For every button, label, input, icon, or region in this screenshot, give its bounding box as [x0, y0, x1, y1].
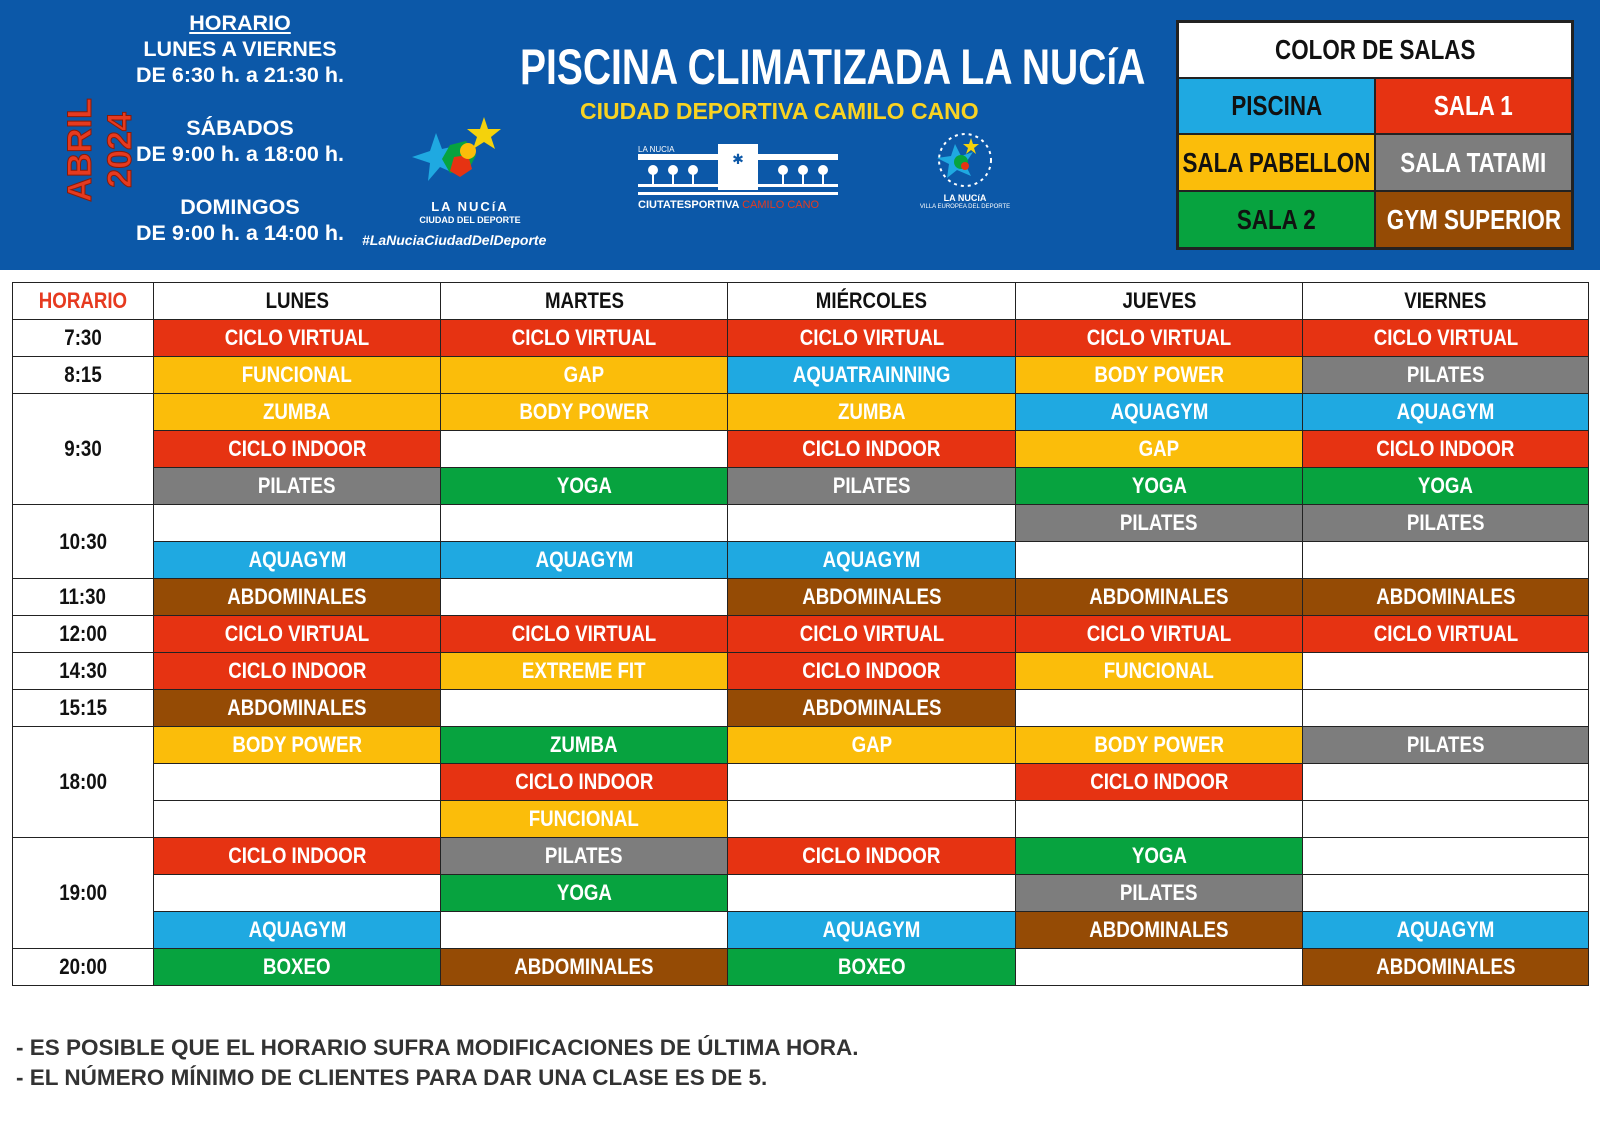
- class-cell: ABDOMINALES: [1016, 912, 1303, 949]
- note-line: - EL NÚMERO MÍNIMO DE CLIENTES PARA DAR UNA CLASE ES DE 5.: [16, 1065, 768, 1090]
- class-cell: CICLO INDOOR: [1303, 431, 1589, 468]
- class-cell: BODY POWER: [1016, 727, 1303, 764]
- class-cell: PILATES: [1303, 357, 1589, 394]
- class-cell: CICLO INDOOR: [154, 838, 441, 875]
- class-cell: EXTREME FIT: [441, 653, 728, 690]
- saturday-hours: DE 9:00 h. a 18:00 h.: [136, 142, 344, 166]
- class-cell: CICLO VIRTUAL: [728, 320, 1016, 357]
- hashtag: #LaNuciaCiudadDelDeporte: [362, 232, 547, 248]
- time-slot: 12:00: [13, 616, 154, 653]
- class-cell: [1016, 801, 1303, 838]
- class-cell: CICLO INDOOR: [728, 431, 1016, 468]
- class-cell: [1303, 690, 1589, 727]
- class-cell: AQUAGYM: [154, 542, 441, 579]
- legend-sala-pabellon: SALA PABELLON: [1178, 134, 1375, 191]
- schedule-row: [13, 912, 1589, 949]
- la-nucia-logo-text: LA NUCíA: [431, 199, 509, 214]
- class-cell: [1016, 690, 1303, 727]
- weekdays-label: LUNES A VIERNES: [143, 37, 337, 61]
- class-cell: [154, 801, 441, 838]
- page-subtitle: CIUDAD DEPORTIVA CAMILO CANO: [580, 98, 979, 124]
- header-horario: HORARIO: [13, 283, 154, 320]
- class-cell: ABDOMINALES: [441, 949, 728, 986]
- class-cell: CICLO INDOOR: [728, 653, 1016, 690]
- schedule-row: [13, 690, 1589, 727]
- class-cell: PILATES: [728, 468, 1016, 505]
- schedule-row: [13, 727, 1589, 764]
- class-cell: [154, 875, 441, 912]
- room-color-legend: [1176, 20, 1574, 250]
- class-cell: [1016, 542, 1303, 579]
- class-cell: ZUMBA: [728, 394, 1016, 431]
- class-cell: PILATES: [1303, 727, 1589, 764]
- villa-europea-logo-icon: [915, 130, 1015, 192]
- class-cell: ABDOMINALES: [1016, 579, 1303, 616]
- class-cell: ABDOMINALES: [1303, 949, 1589, 986]
- class-cell: PILATES: [1016, 875, 1303, 912]
- class-cell: CICLO INDOOR: [154, 431, 441, 468]
- schedule-row: [13, 431, 1589, 468]
- class-cell: PILATES: [154, 468, 441, 505]
- class-cell: ABDOMINALES: [154, 690, 441, 727]
- class-cell: PILATES: [1016, 505, 1303, 542]
- schedule-row: [13, 764, 1589, 801]
- class-cell: FUNCIONAL: [1016, 653, 1303, 690]
- legend-title: COLOR DE SALAS: [1178, 22, 1572, 78]
- class-cell: [441, 912, 728, 949]
- class-cell: [728, 875, 1016, 912]
- schedule-row: [13, 616, 1589, 653]
- time-slot: 15:15: [13, 690, 154, 727]
- class-cell: PILATES: [441, 838, 728, 875]
- class-cell: AQUAGYM: [441, 542, 728, 579]
- legend-gym-superior: GYM SUPERIOR: [1375, 191, 1572, 248]
- class-cell: CICLO INDOOR: [728, 838, 1016, 875]
- schedule-row: [13, 357, 1589, 394]
- header-viernes: VIERNES: [1303, 283, 1589, 320]
- schedule-row: [13, 801, 1589, 838]
- schedule-row: [13, 875, 1589, 912]
- schedule-row: [13, 505, 1589, 542]
- class-cell: [154, 505, 441, 542]
- schedule-row: [13, 579, 1589, 616]
- schedule-row: [13, 542, 1589, 579]
- class-cell: BOXEO: [154, 949, 441, 986]
- class-cell: GAP: [728, 727, 1016, 764]
- class-cell: CICLO VIRTUAL: [154, 320, 441, 357]
- svg-text:✱: ✱: [732, 151, 744, 167]
- class-cell: ABDOMINALES: [154, 579, 441, 616]
- class-cell: YOGA: [1303, 468, 1589, 505]
- month-label: ABRIL 2024: [61, 98, 139, 202]
- class-cell: [1016, 949, 1303, 986]
- villa-logo-subtext: VILLA EUROPEA DEL DEPORTE: [919, 204, 1011, 210]
- legend-sala-tatami: SALA TATAMI: [1375, 134, 1572, 191]
- class-cell: CICLO INDOOR: [441, 764, 728, 801]
- class-cell: ABDOMINALES: [728, 690, 1016, 727]
- note-line: - ES POSIBLE QUE EL HORARIO SUFRA MODIFICACIONES DE ÚLTIMA HORA.: [16, 1035, 859, 1060]
- class-cell: [1303, 838, 1589, 875]
- time-slot: 10:30: [13, 505, 154, 579]
- class-cell: BODY POWER: [1016, 357, 1303, 394]
- time-slot: 18:00: [13, 727, 154, 838]
- class-cell: YOGA: [1016, 468, 1303, 505]
- class-cell: CICLO VIRTUAL: [1303, 320, 1589, 357]
- class-cell: CICLO VIRTUAL: [441, 616, 728, 653]
- class-cell: CICLO VIRTUAL: [154, 616, 441, 653]
- class-cell: [1303, 875, 1589, 912]
- class-cell: [728, 764, 1016, 801]
- class-cell: CICLO VIRTUAL: [1016, 320, 1303, 357]
- sunday-hours: DE 9:00 h. a 14:00 h.: [136, 221, 344, 245]
- class-cell: ABDOMINALES: [1303, 579, 1589, 616]
- sunday-label: DOMINGOS: [180, 195, 300, 219]
- villa-logo-text: LA NUCíA: [943, 193, 987, 203]
- class-cell: PILATES: [1303, 505, 1589, 542]
- class-cell: [728, 801, 1016, 838]
- ciutat-logo-caption: [638, 199, 838, 211]
- class-cell: AQUATRAINNING: [728, 357, 1016, 394]
- class-cell: YOGA: [441, 468, 728, 505]
- class-cell: [441, 505, 728, 542]
- class-cell: ZUMBA: [441, 727, 728, 764]
- time-slot: 11:30: [13, 579, 154, 616]
- ciutat-logo-top: LA NUCIA: [638, 145, 675, 154]
- ciutat-logo-caption-a: CIUTATESPORTIVA: [638, 199, 743, 211]
- class-cell: AQUAGYM: [728, 542, 1016, 579]
- opening-hours: [115, 10, 365, 246]
- schedule-row: [13, 653, 1589, 690]
- star-logo-icon: [410, 115, 510, 199]
- time-slot: 7:30: [13, 320, 154, 357]
- header-martes: MARTES: [441, 283, 728, 320]
- time-slot: 8:15: [13, 357, 154, 394]
- header-lunes: LUNES: [154, 283, 441, 320]
- class-cell: CICLO VIRTUAL: [728, 616, 1016, 653]
- class-cell: AQUAGYM: [728, 912, 1016, 949]
- class-cell: FUNCIONAL: [441, 801, 728, 838]
- schedule-row: [13, 838, 1589, 875]
- class-cell: [1303, 764, 1589, 801]
- legend-sala-1: SALA 1: [1375, 78, 1572, 134]
- class-cell: YOGA: [441, 875, 728, 912]
- class-cell: [728, 505, 1016, 542]
- time-slot: 20:00: [13, 949, 154, 986]
- saturday-label: SÁBADOS: [186, 116, 294, 140]
- class-cell: CICLO INDOOR: [154, 653, 441, 690]
- class-cell: AQUAGYM: [1016, 394, 1303, 431]
- class-cell: BODY POWER: [154, 727, 441, 764]
- class-cell: CICLO VIRTUAL: [1016, 616, 1303, 653]
- legend-piscina: PISCINA: [1178, 78, 1375, 134]
- ciutat-logo-caption-b: CAMILO CANO: [742, 199, 820, 211]
- notes: [16, 1033, 859, 1093]
- schedule-row: [13, 320, 1589, 357]
- class-cell: ABDOMINALES: [728, 579, 1016, 616]
- class-cell: GAP: [1016, 431, 1303, 468]
- class-cell: AQUAGYM: [1303, 912, 1589, 949]
- class-cell: ZUMBA: [154, 394, 441, 431]
- class-cell: GAP: [441, 357, 728, 394]
- header-jueves: JUEVES: [1016, 283, 1303, 320]
- time-slot: 9:30: [13, 394, 154, 505]
- time-slot: 14:30: [13, 653, 154, 690]
- class-cell: BODY POWER: [441, 394, 728, 431]
- schedule-table: [12, 282, 1589, 986]
- page-title: PISCINA CLIMATIZADA LA NUCíA: [520, 39, 1146, 95]
- class-cell: CICLO VIRTUAL: [441, 320, 728, 357]
- villa-europea-logo: [915, 130, 1025, 210]
- class-cell: YOGA: [1016, 838, 1303, 875]
- time-slot: 19:00: [13, 838, 154, 949]
- class-cell: BOXEO: [728, 949, 1016, 986]
- schedule-header-row: [13, 283, 1589, 320]
- class-cell: [154, 764, 441, 801]
- class-cell: [1303, 653, 1589, 690]
- class-cell: AQUAGYM: [1303, 394, 1589, 431]
- schedule-row: [13, 949, 1589, 986]
- class-cell: AQUAGYM: [154, 912, 441, 949]
- class-cell: [1303, 542, 1589, 579]
- header-miercoles: MIÉRCOLES: [728, 283, 1016, 320]
- class-cell: CICLO INDOOR: [1016, 764, 1303, 801]
- weekdays-hours: DE 6:30 h. a 21:30 h.: [136, 63, 344, 87]
- class-cell: [441, 690, 728, 727]
- la-nucia-logo-subtext: CIUDAD DEL DEPORTE: [419, 215, 521, 225]
- class-cell: FUNCIONAL: [154, 357, 441, 394]
- class-cell: [1303, 801, 1589, 838]
- class-cell: [441, 431, 728, 468]
- class-cell: [441, 579, 728, 616]
- class-cell: CICLO VIRTUAL: [1303, 616, 1589, 653]
- legend-sala-2: SALA 2: [1178, 191, 1375, 248]
- schedule-row: [13, 468, 1589, 505]
- schedule-row: [13, 394, 1589, 431]
- opening-hours-title: HORARIO: [189, 11, 291, 35]
- header-banner: [0, 0, 1600, 270]
